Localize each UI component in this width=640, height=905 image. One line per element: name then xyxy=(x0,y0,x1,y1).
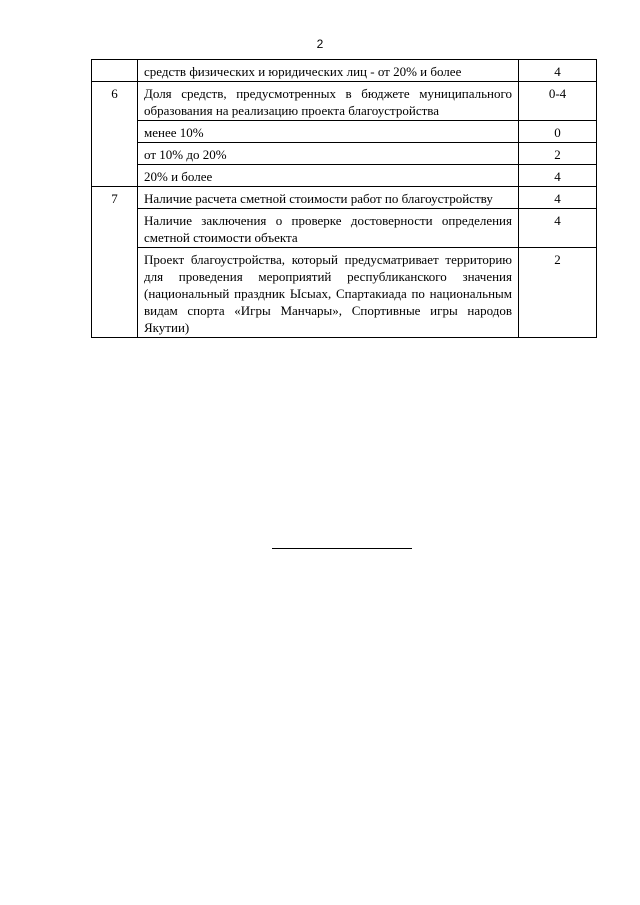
table-row xyxy=(92,143,597,165)
criterion-text-cell: Наличие заключения о проверке достоверности определения сметной стоимости объекта xyxy=(138,209,519,248)
table-row xyxy=(92,209,597,248)
table-row xyxy=(92,82,597,121)
table-row xyxy=(92,121,597,143)
criterion-text-cell: средств физических и юридических лиц - от 20% и более xyxy=(138,60,519,82)
criterion-score-cell: 4 xyxy=(519,60,597,82)
criterion-number-cell xyxy=(92,60,138,82)
page-number: 2 xyxy=(316,37,324,51)
criterion-text-cell: менее 10% xyxy=(138,121,519,143)
table-row xyxy=(92,165,597,187)
end-of-document-line xyxy=(272,548,412,549)
criterion-score-cell: 0 xyxy=(519,121,597,143)
criterion-text-cell: от 10% до 20% xyxy=(138,143,519,165)
criterion-score-cell: 4 xyxy=(519,165,597,187)
criterion-score-cell: 2 xyxy=(519,248,597,338)
criterion-score-cell: 4 xyxy=(519,187,597,209)
criterion-score-cell: 0-4 xyxy=(519,82,597,121)
criterion-text-cell: Наличие расчета сметной стоимости работ по благоустройству xyxy=(138,187,519,209)
criterion-score-cell: 4 xyxy=(519,209,597,248)
criterion-number-cell: 7 xyxy=(92,187,138,338)
table-row xyxy=(92,248,597,338)
criterion-score-cell: 2 xyxy=(519,143,597,165)
criterion-text-cell: Доля средств, предусмотренных в бюджете муниципального образования на реализацию проекта благоустройства xyxy=(138,82,519,121)
criterion-text-cell: Проект благоустройства, который предусматривает территорию для проведения мероприятий республиканского значения (национальный праздник Ысыах, Спартакиада по национальным видам спорта «Игры Манчары», Спортивные игры народов Якутии) xyxy=(138,248,519,338)
table-row xyxy=(92,187,597,209)
criterion-number-cell: 6 xyxy=(92,82,138,187)
criteria-table xyxy=(91,59,597,338)
table-row xyxy=(92,60,597,82)
criterion-text-cell: 20% и более xyxy=(138,165,519,187)
